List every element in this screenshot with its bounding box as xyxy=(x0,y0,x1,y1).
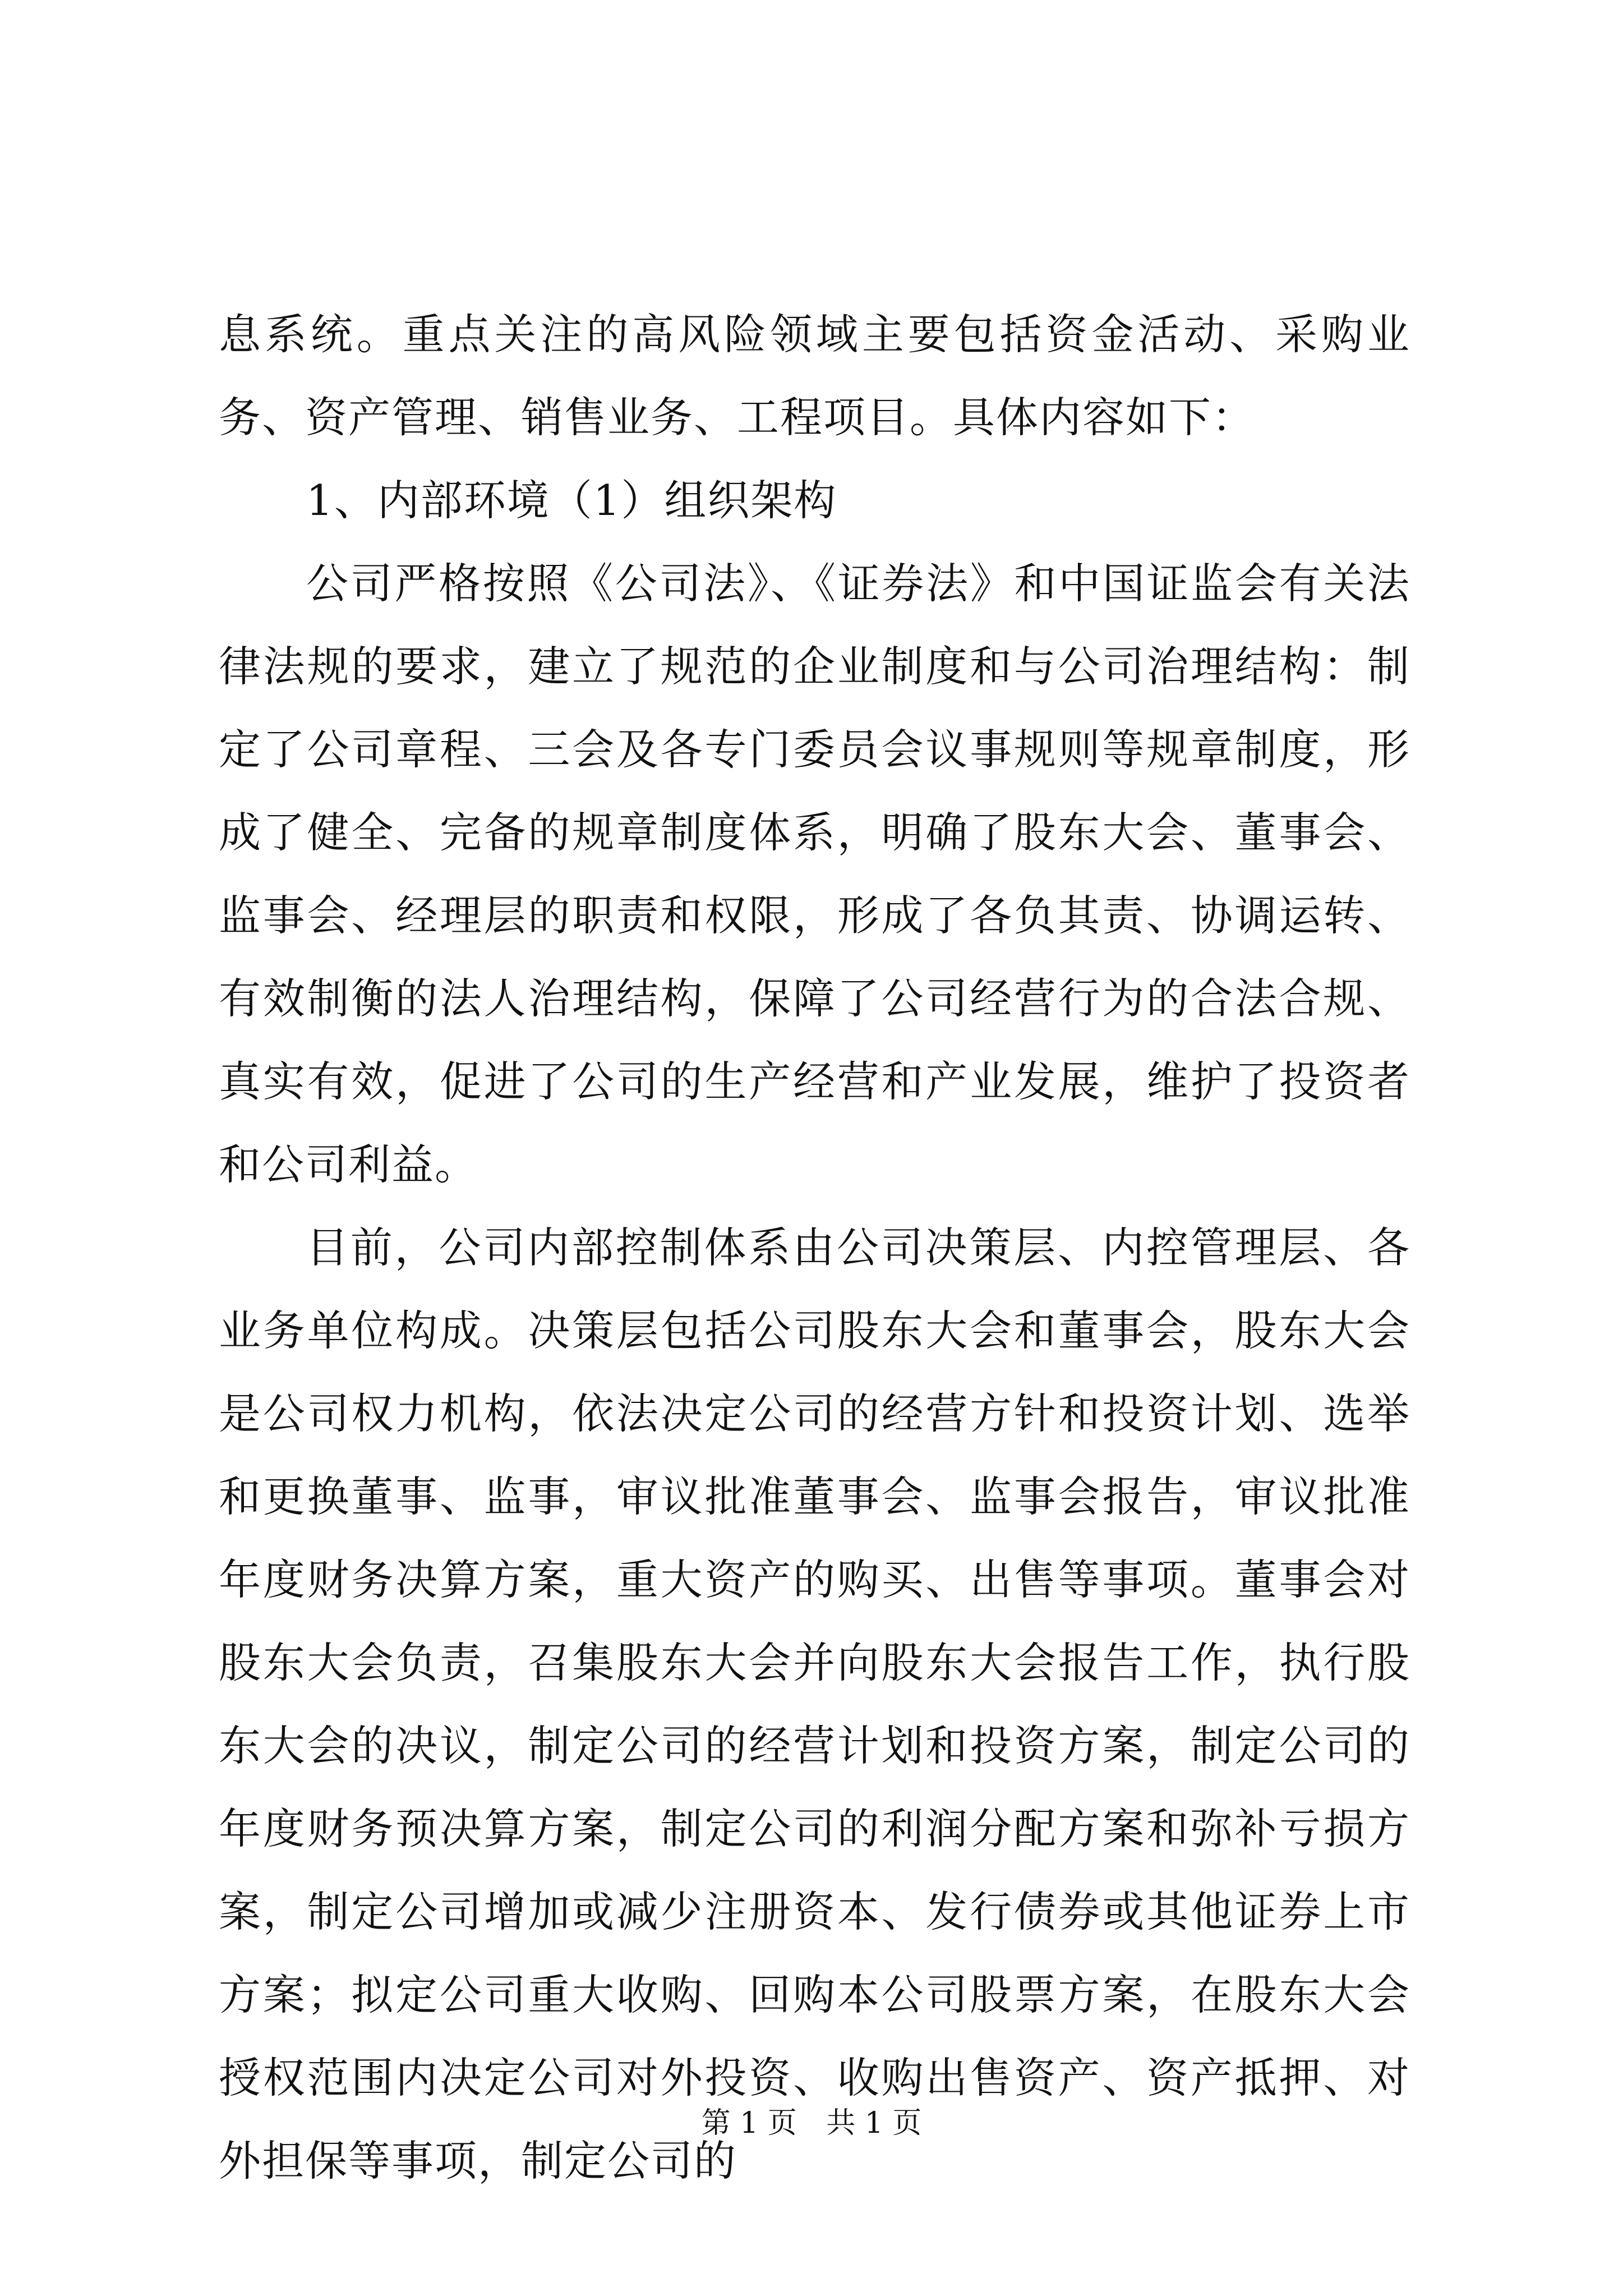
paragraph-control-system: 目前，公司内部控制体系由公司决策层、内控管理层、各业务单位构成。决策层包括公司股东大会和董事会，股东大会是公司权力机构，依法决定公司的经营方针和投资计划、选举和更换董事、监事，审议批准董事会、监事会报告，审议批准年度财务决算方案，重大资产的购买、出售等事项。董事会对股东大会负责，召集股东大会并向股东大会报告工作，执行股东大会的决议，制定公司的经营计划和投资方案，制定公司的年度财务预决算方案，制定公司的利润分配方案和弥补亏损方案，制定公司增加或减少注册资本、发行债券或其他证券上市方案；拟定公司重大收购、回购本公司股票方案，在股东大会授权范围内决定公司对外投资、收购出售资产、资产抵押、对外担保等事项，制定公司的 xyxy=(219,1223,1410,2185)
paragraph-continuation: 息系统。重点关注的高风险领域主要包括资金活动、采购业务、资产管理、销售业务、工程项目。具体内容如下： xyxy=(219,310,1410,442)
paragraph-governance: 公司严格按照《公司法》、《证券法》和中国证监会有关法律法规的要求，建立了规范的企业制度和与公司治理结构：制定了公司章程、三会及各专门委员会议事规则等规章制度，形成了健全、完备的规章制度体系，明确了股东大会、董事会、监事会、经理层的职责和权限，形成了各负其责、协调运转、有效制衡的法人治理结构，保障了公司经营行为的合法合规、真实有效，促进了公司的生产经营和产业发展，维护了投资者和公司利益。 xyxy=(219,559,1410,1189)
page-number: 第 1 页 xyxy=(701,2106,797,2140)
document-body xyxy=(219,293,1410,2202)
page-footer xyxy=(0,2104,1623,2143)
section-heading: 1、内部环境（1）组织架构 xyxy=(306,476,837,525)
page-total: 共 1 页 xyxy=(826,2106,922,2140)
